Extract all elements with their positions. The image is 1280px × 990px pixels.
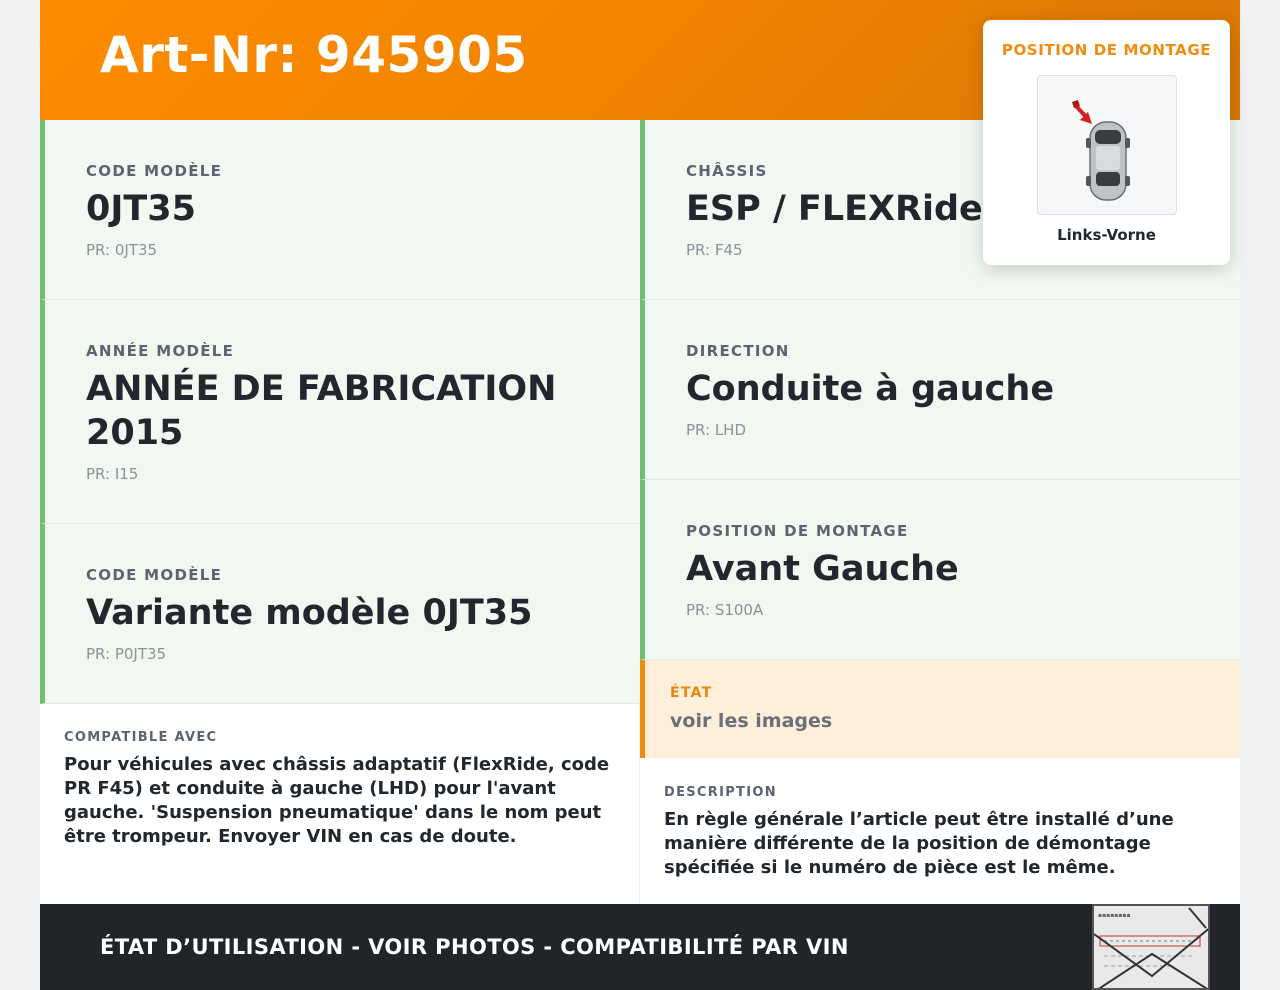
spec-label: CODE MODÈLE [86,162,223,180]
description-text: En règle générale l’article peut être installé d’une manière différente de la position de démontage spécifiée si le numéro de pièce est le même. [664,809,1174,878]
car-top-view-icon [1086,122,1130,200]
popup-caption: Links-Vorne [1057,226,1156,244]
compatibility-label: COMPATIBLE AVEC [64,730,218,745]
spec-label: DIRECTION [686,342,790,360]
description-panel [640,758,1240,904]
spec-pr-code: PR: LHD [686,421,747,439]
spec-pr-code: PR: P0JT35 [86,645,167,663]
compatibility-text: Pour véhicules avec châssis adaptatif (FlexRide, code PR F45) et conduite à gauche (LHD) pour l'avant gauche. 'Suspension pneumatique' dans le nom peut être trompeur. Envoyer VIN en cas de doute. [64,754,610,847]
description-label: DESCRIPTION [664,785,777,800]
spec-label: ANNÉE MODÈLE [86,342,235,360]
red-arrow-icon [1072,100,1092,124]
envelope-stamp-icon [1092,904,1210,990]
svg-text:▪▪▪▪▪▪▪▪: ▪▪▪▪▪▪▪▪ [1098,912,1131,919]
spec-pr-code: PR: F45 [686,241,743,259]
spec-value: Avant Gauche [686,549,959,589]
mounting-position-popup [983,20,1230,265]
footer-text: ÉTAT D’UTILISATION - VOIR PHOTOS - COMPATIBILITÉ PAR VIN [100,935,849,959]
spec-cell-steering [640,300,1240,480]
spec-pr-code: PR: 0JT35 [86,241,158,259]
spec-cell-model-year [40,300,640,524]
spec-value: Conduite à gauche [686,369,1055,409]
spec-pr-code: PR: S100A [686,601,764,619]
spec-pr-code: PR: I15 [86,465,139,483]
spec-value: Variante modèle 0JT35 [86,593,533,633]
condition-panel [640,660,1240,758]
spec-label: CODE MODÈLE [86,566,223,584]
spec-cell-model-code [40,120,640,300]
condition-value: voir les images [670,710,833,732]
article-number-title: Art-Nr: 945905 [100,26,528,84]
car-position-image [1037,75,1177,215]
spec-cell-model-variant [40,524,640,704]
compatibility-panel [40,704,640,904]
spec-value: ESP / FLEXRide [686,189,983,229]
footer-bar [40,904,1240,990]
spec-label: POSITION DE MONTAGE [686,522,909,540]
spec-label: CHÂSSIS [686,162,768,180]
spec-value: 0JT35 [86,189,196,229]
spec-cell-mounting-position [640,480,1240,660]
popup-title: POSITION DE MONTAGE [1001,41,1212,59]
spec-value: ANNÉE DE FABRICATION 2015 [86,369,557,453]
condition-label: ÉTAT [670,685,713,701]
